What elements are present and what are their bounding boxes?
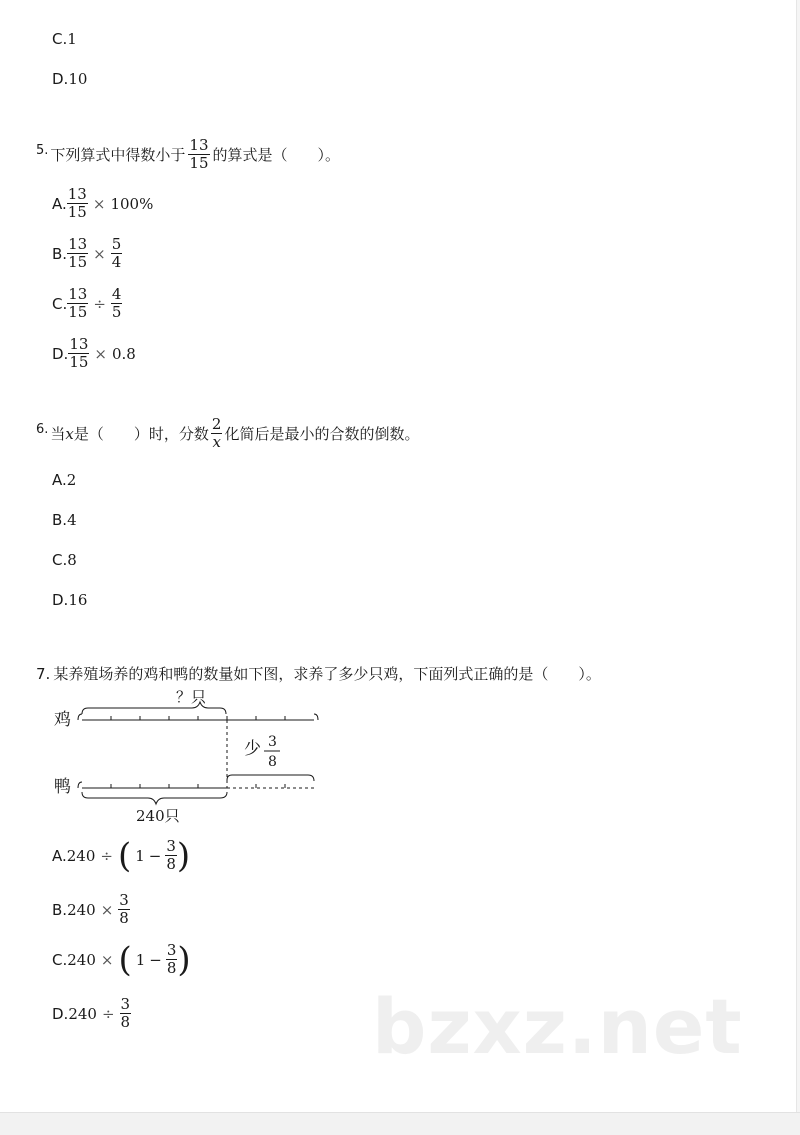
option-letter: C. bbox=[52, 950, 68, 969]
fraction bbox=[111, 236, 123, 271]
q6-option-c[interactable] bbox=[52, 550, 77, 570]
operator: × bbox=[100, 950, 114, 969]
option-c-prev[interactable] bbox=[52, 29, 77, 49]
operator: ÷ bbox=[93, 294, 106, 313]
q7-option-b[interactable] bbox=[52, 892, 130, 927]
bottom-brace bbox=[82, 792, 227, 804]
operator: × bbox=[92, 194, 106, 213]
option-letter: B. bbox=[52, 244, 68, 263]
option-value: 8 bbox=[67, 551, 77, 569]
option-value: 4 bbox=[67, 511, 77, 529]
option-value: 240 bbox=[66, 846, 96, 865]
question-text: 当 bbox=[50, 424, 66, 443]
q7-option-c[interactable] bbox=[52, 939, 191, 980]
bottom-count-label: 240只 bbox=[136, 807, 180, 825]
option-letter: A. bbox=[52, 194, 67, 213]
option-value: 1 bbox=[135, 846, 145, 865]
option-value: 240 bbox=[67, 900, 96, 919]
less-brace bbox=[227, 775, 314, 781]
right-paren: ) bbox=[177, 939, 191, 980]
q6-option-d[interactable] bbox=[52, 590, 87, 610]
fraction-denominator: 8 bbox=[166, 959, 177, 977]
fraction bbox=[188, 137, 209, 172]
fraction-denominator: 4 bbox=[111, 253, 122, 271]
q5-option-b[interactable] bbox=[52, 236, 122, 271]
fraction bbox=[166, 942, 178, 977]
question-number: 7. bbox=[36, 665, 51, 683]
fraction bbox=[111, 286, 123, 321]
fraction-numerator: 5 bbox=[111, 235, 122, 253]
page-bottom-bar bbox=[0, 1112, 800, 1135]
fraction-numerator: 3 bbox=[166, 837, 176, 855]
left-paren: ( bbox=[117, 835, 132, 876]
fraction bbox=[165, 838, 177, 873]
option-value: 100% bbox=[110, 194, 154, 213]
variable: x bbox=[65, 424, 74, 443]
option-value: 1 bbox=[135, 950, 146, 969]
less-fraction-numerator: 3 bbox=[268, 734, 277, 750]
fraction bbox=[211, 416, 223, 451]
line-segment-diagram bbox=[40, 680, 340, 830]
right-paren: ) bbox=[176, 835, 191, 876]
option-value: 240 bbox=[68, 1004, 97, 1023]
fraction-denominator: 5 bbox=[111, 303, 122, 321]
option-d-prev[interactable] bbox=[52, 69, 87, 89]
fraction-numerator: 4 bbox=[111, 285, 122, 303]
less-fraction-denominator: 8 bbox=[268, 754, 277, 770]
fraction bbox=[67, 186, 88, 221]
fraction-denominator: x bbox=[212, 433, 221, 451]
fraction bbox=[67, 286, 88, 321]
question-text: 化简后是最小的合数的倒数。 bbox=[224, 424, 420, 443]
option-letter: C. bbox=[52, 551, 68, 569]
fraction bbox=[68, 336, 89, 371]
fraction-numerator: 13 bbox=[69, 335, 89, 353]
operator: × bbox=[93, 244, 106, 263]
option-letter: C. bbox=[52, 30, 68, 48]
operator: ÷ bbox=[101, 1004, 115, 1023]
operator: − bbox=[148, 846, 162, 865]
option-letter: D. bbox=[52, 591, 69, 609]
option-value: 10 bbox=[68, 70, 88, 88]
fraction-numerator: 13 bbox=[189, 136, 209, 154]
chicken-ticks bbox=[111, 716, 285, 720]
option-letter: D. bbox=[52, 344, 69, 363]
duck-ticks bbox=[111, 784, 285, 788]
less-label: 少 bbox=[244, 739, 261, 759]
fraction-numerator: 3 bbox=[119, 891, 129, 909]
question-text: 是（ ）时，分数 bbox=[73, 424, 209, 443]
left-paren: ( bbox=[118, 939, 132, 980]
q5-option-a[interactable] bbox=[52, 186, 153, 221]
question-5-stem bbox=[36, 137, 340, 172]
q5-option-d[interactable] bbox=[52, 336, 136, 371]
question-text: 某养殖场养的鸡和鸭的数量如下图，求养了多少只鸡，下面列式正确的是（ ）。 bbox=[53, 665, 601, 683]
fraction-denominator: 8 bbox=[120, 1013, 131, 1031]
option-letter: D. bbox=[52, 1004, 69, 1023]
fraction-denominator: 15 bbox=[68, 303, 88, 321]
fraction-denominator: 15 bbox=[69, 353, 89, 371]
question-text: 下列算式中得数小于 bbox=[50, 145, 186, 164]
fraction-denominator: 8 bbox=[119, 909, 129, 927]
fraction-denominator: 15 bbox=[67, 203, 87, 221]
option-value: 0.8 bbox=[112, 344, 136, 363]
option-letter: C. bbox=[52, 294, 68, 313]
option-value: 2 bbox=[66, 471, 77, 489]
fraction bbox=[118, 892, 130, 927]
operator: × bbox=[100, 900, 114, 919]
question-text: 的算式是（ ）。 bbox=[212, 145, 341, 164]
option-letter: A. bbox=[52, 846, 67, 865]
fraction-numerator: 13 bbox=[67, 185, 87, 203]
duck-label: 鸭 bbox=[54, 777, 71, 797]
fraction-numerator: 3 bbox=[120, 995, 131, 1013]
fraction-numerator: 3 bbox=[166, 941, 177, 959]
fraction-numerator: 13 bbox=[68, 285, 88, 303]
option-value: 1 bbox=[67, 30, 77, 48]
fraction-numerator: 2 bbox=[211, 415, 222, 433]
option-letter: A. bbox=[52, 471, 67, 489]
fraction bbox=[120, 996, 132, 1031]
q7-option-d[interactable] bbox=[52, 996, 131, 1031]
option-letter: B. bbox=[52, 900, 68, 919]
option-letter: B. bbox=[52, 511, 68, 529]
question-number: 6. bbox=[36, 422, 49, 437]
operator: − bbox=[149, 950, 162, 969]
fraction-numerator: 13 bbox=[68, 235, 88, 253]
question-number: 5. bbox=[36, 143, 49, 158]
q6-option-b[interactable] bbox=[52, 510, 77, 530]
top-question-label: ？只 bbox=[176, 688, 207, 706]
fraction-denominator: 15 bbox=[189, 154, 209, 172]
chicken-label: 鸡 bbox=[54, 710, 71, 730]
question-6-stem bbox=[36, 416, 419, 451]
option-letter: D. bbox=[52, 70, 69, 88]
option-value: 240 bbox=[67, 950, 96, 969]
q7-option-a[interactable] bbox=[52, 835, 191, 876]
q5-option-c[interactable] bbox=[52, 286, 122, 321]
page-right-edge bbox=[796, 0, 800, 1112]
fraction-denominator: 15 bbox=[68, 253, 88, 271]
q6-option-a[interactable] bbox=[52, 470, 76, 490]
operator: ÷ bbox=[100, 846, 113, 865]
fraction-denominator: 8 bbox=[166, 855, 176, 873]
watermark: bzxz.net bbox=[372, 982, 743, 1071]
fraction bbox=[67, 236, 88, 271]
option-value: 16 bbox=[68, 591, 88, 609]
operator: × bbox=[94, 344, 107, 363]
